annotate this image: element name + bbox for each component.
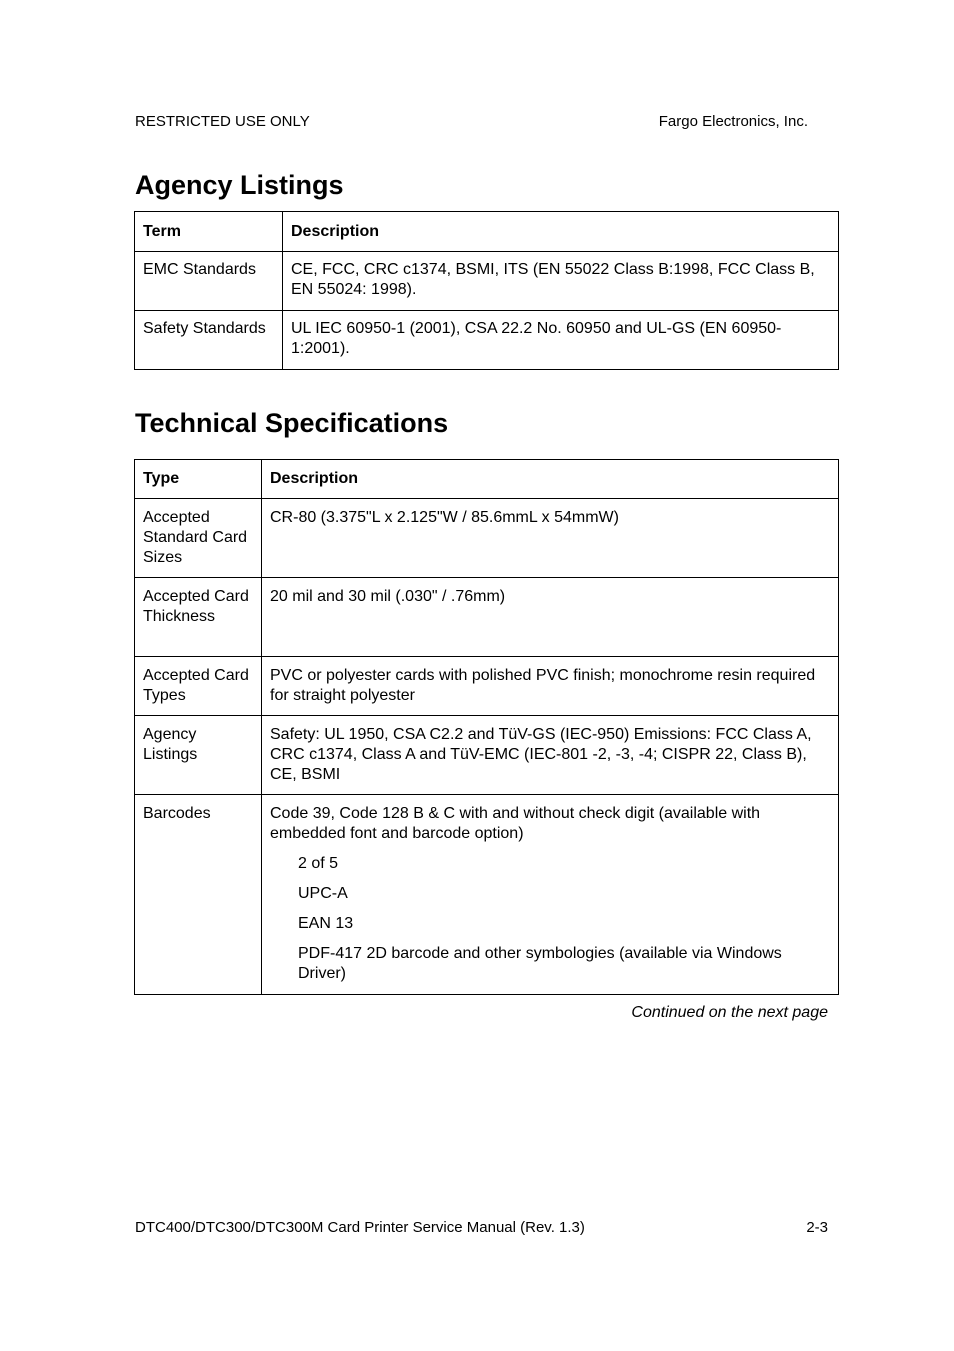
list-item: PDF-417 2D barcode and other symbologies (available via Windows Driver) (298, 945, 782, 982)
table-header-row (135, 460, 839, 499)
description-cell: Safety: UL 1950, CSA C2.2 and TüV-GS (IEC-950) Emissions: FCC Class A, CRC c1374, Class A and TüV-EMC (IEC-801 -2, -3, -4; CISPR 22, Class B), CE, BSMI (262, 716, 839, 795)
page-number: 2-3 (806, 1219, 828, 1236)
barcodes-description: Code 39, Code 128 B & C with and without check digit (available with embedded font and barcode option) (270, 805, 761, 842)
type-cell: Accepted Card Types (135, 657, 262, 716)
table-row (135, 311, 839, 370)
table-row (135, 716, 839, 795)
column-header-description: Description (262, 460, 839, 499)
table-row (135, 578, 839, 657)
list-item: EAN 13 (298, 915, 354, 932)
table-row (135, 499, 839, 578)
type-cell: Agency Listings (135, 716, 262, 795)
term-cell: EMC Standards (135, 252, 283, 311)
footer-manual-title: DTC400/DTC300/DTC300M Card Printer Service Manual (Rev. 1.3) (135, 1219, 585, 1236)
list-item: UPC-A (298, 885, 348, 902)
header-company-name: Fargo Electronics, Inc. (658, 113, 808, 130)
table-header-row (135, 212, 839, 252)
column-header-term: Term (135, 212, 283, 252)
description-cell: CR-80 (3.375"L x 2.125"W / 85.6mmL x 54mmW) (262, 499, 839, 578)
agency-listings-heading: Agency Listings (135, 170, 344, 200)
description-cell: 20 mil and 30 mil (.030" / .76mm) (262, 578, 839, 657)
continued-note: Continued on the next page (631, 1004, 828, 1021)
table-row (135, 795, 839, 995)
description-cell: UL IEC 60950-1 (2001), CSA 22.2 No. 60950 and UL-GS (EN 60950-1:2001). (283, 311, 839, 370)
header-restricted-label: RESTRICTED USE ONLY (135, 113, 310, 130)
type-cell: Barcodes (135, 795, 262, 995)
description-cell: PVC or polyester cards with polished PVC finish; monochrome resin required for straight polyester (262, 657, 839, 716)
column-header-type: Type (135, 460, 262, 499)
list-item: 2 of 5 (298, 855, 339, 872)
type-cell: Accepted Card Thickness (135, 578, 262, 657)
column-header-description: Description (283, 212, 839, 252)
agency-listings-table (134, 211, 839, 370)
barcode-symbology-list (270, 854, 830, 984)
term-cell: Safety Standards (135, 311, 283, 370)
table-row (135, 657, 839, 716)
description-cell: CE, FCC, CRC c1374, BSMI, ITS (EN 55022 Class B:1998, FCC Class B, EN 55024: 1998). (283, 252, 839, 311)
type-cell: Accepted Standard Card Sizes (135, 499, 262, 578)
table-row (135, 252, 839, 311)
technical-specifications-table (134, 459, 839, 995)
description-cell (262, 795, 839, 995)
technical-specifications-heading: Technical Specifications (135, 408, 449, 438)
